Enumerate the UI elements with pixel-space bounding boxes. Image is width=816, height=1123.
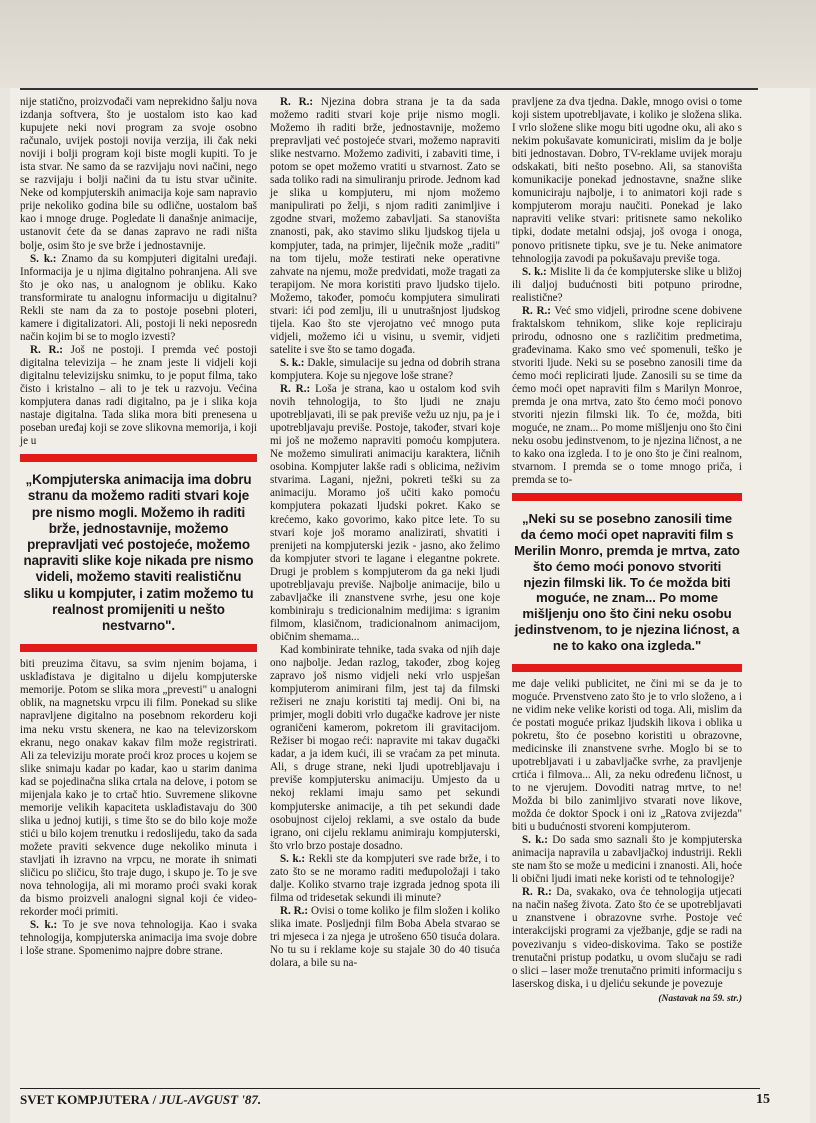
speaker-label: R. R.: (30, 343, 63, 356)
paragraph (20, 919, 257, 958)
paragraph (512, 834, 742, 886)
speaker-label: S. k.: (522, 834, 548, 847)
magazine-title: SVET KOMPJUTERA (20, 1092, 150, 1107)
paragraph-text: Da, svakako, ova će tehnologija utjecati na način našeg života. Zato što će se upotrebljavati u znanstvene i obrazovne svrhe. Postoje već interakcijski programi za vježbanje, gdje se radi na povezivanju s video-diskovima. Tako se postiže trenutačni pristup podatku, u ovom slučaju se radi o slici – laser može trenutačno primiti informaciju s laserskog diska, i u djeliću sekunde je povezuje (512, 886, 742, 990)
paragraph (270, 96, 500, 357)
pull-quote: „Neki su se posebno zanosili time da ćemo moći opet napraviti film s Merilin Monro, premda je mrtva, zato što ćemo moći ponovo stvoriti njezin filmski lik. To će možda biti moguće, ne znam... Po mome mišljenju ono što čini neku osobu jedinstvenom, to je njezina lićnost, a ne to kako ona izgleda." (514, 511, 740, 653)
paragraph-text: Loša je strana, kao u ostalom kod svih novih tehnologija, to što ljudi ne znaju upotrebljavati, ili se pak previše vežu uz nju, pa je i upotrebljavaju previše. Postoje, također, stvari koje mi još ne možemo napraviti pomoću kompjutera. Ne možemo simulirati animaciju karaktera, ličnih osobina. Kompjuter lakše radi s oblicima, neživim stvarima. Lagani, nježni, pokreti teški su za animaciju. Moramo još učiti kako pomoću kompjutera pokazati ljudski pokret. Kako se krećemo, kako govorimo, kako pitce lete. To su stvari koje još moramo analizirati, shvatiti i prenijeti na kompjuterski jezik - jasno, ako želimo da kompjuter stvori te lagane i elegantne pokrete. Drugi je problem s kompjuterom da ga neki ljudi upotrebljavaju previše. Najbolje animacije, bilo u zabavljačke ili znanstvene svrhe, jesu one koje kombiniraju s tredicionalnim medijima: s igranim filmom, klasičnom, tradicionalnom animacijom, običnim shemama... (270, 383, 500, 643)
paragraph-text: Još ne postoji. I premda već postoji digitalna televizija – he znam jeste li vidjeli koji digitalnu televizijsku snimku, to je poput filma, tako čisto i kristalno – ali to je tek u razvoju. Većina kompjutera danas radi digitalno, pa je i slika koja nastaje digitalna. Tada slika mora biti prenesena u poseban uređaj koji se zove slikovna memorija, i koji je u (20, 343, 257, 448)
red-bar (512, 664, 742, 672)
paragraph (512, 266, 742, 305)
pull-quote: „Kompjuterska animacija ima dobru stranu da možemo raditi stvari koje pre nismo mogli. Možemo ih raditi brže, jednostavnije, možemo prepravljati već postojeće, možemo napraviti slike koje nikada pre nismo videli, možemo staviti realističnu sliku u kompjuter, i zatim možemo tu realnost promijeniti u nešto nestvarno". (23, 472, 254, 634)
paragraph-text: Mislite li da će kompjuterske slike u bližoj ili daljoj budućnosti biti potpuno prirodne, realistične? (512, 265, 742, 304)
paragraph: pravljene za dva tjedna. Dakle, mnogo ovisi o tome koji sistem upotrebljavate, i koliko je složena slika. I vrlo složene slike mogu biti ugodne oku, ali ako s nekim pokušavate komunicirati, mislim da je bolje biti jednostavan. Dobro, TV-reklame uvijek moraju odskakati, biti nešto posebno. Ali, sa stanovišta komunikacije ponekad jednostavne, snažne slike komuniciraju najbolje, i to animatori koji rade s kompjuterom moraju naučiti. Ponekad je lako napraviti velike stvari: pritisnete samo nekoliko tipki, dodate metalni odsjaj, još ovoga i onoga, ponovo pritisnete tipku, sve je tu. Neke animatore tehnologija zavodi pa pokušavaju previše toga. (512, 96, 742, 265)
paragraph-text: Dakle, simulacije su jedna od dobrih strana kompjutera. Koje su njegove loše strane? (270, 356, 500, 382)
paragraph-text: Njezina dobra strana je ta da sada možemo raditi stvari koje prije nismo mogli. Možemo ih raditi brže, jednostavnije, možemo prepravljati već postojeće stvari, možemo napraviti slike nestvarno. Možemo zadiviti, i zabaviti time, i potom se opet možemo vratiti u stvarnost. Zato se sada toliko radi na simuliranju prirode. Jednom kad je slika u kompjuteru, mi njom možemo manipulirati po želji, s njom raditi zanimljive i zgodne stvari, možemo zabavljati. Sa stanovišta znanosti, pak, ako stavimo sliku ljudskog tijela u kompjuter, tada, na primjer, liječnik može „raditi" na tom tijelu, može testirati neke operativne zahvate na njemu, može predvidati, može tragati za terapijom. Ne mora koristiti pravo ljudsko tijelo. Možemo, također, pomoću kompjutera simulirati stvari: ići pod zemlju, ili u unutrašnjost ljudskog tijela. Kao što ste vjerojatno već mnogo puta vidjeli, možemo ići u visinu, u svemir, vidjeti satelite i sve što se tamo događa. (270, 96, 500, 356)
paragraph (270, 853, 500, 905)
paragraph-text: To je sve nova tehnologija. Kao i svaka tehnologija, kompjuterska animacija ima svoje dobre i loše strane. Spomenimo najpre dobre strane. (20, 919, 258, 958)
speaker-label: R. R.: (280, 96, 314, 108)
speaker-label: S. k.: (522, 265, 547, 278)
paragraph: biti preuzima čitavu, sa svim njenim bojama, i usklađistava je digitalno u dijelu kompjuterske memorije. Potom se slika mora „prevesti" u analogni oblik, na magnetsku vrpcu ili film. Ponekad su slike napravljene digitalno na posebnom rekorderu koji ima neku vrstu skenera, ne kao na televizorskom ekranu, nego onakav kakav film može registrirati. Ali za televiziju morate proći kroz proces u kojem se slike snimaju kadar po kadar, kao u starim danima kad se pojedinačna slika crtala na delove, i potom se mijenjala kako je to crtač htio. Suvremene slikovne memorije velikih kapaciteta usklađistavaju do 300 slika u jednoj kutiji, s time što se do bilo koje može stići u bilo kojem trenutku i redoslijedu, tako da sada možete praviti sekvence duge nekoliko minuta i stavljati ih izravno na vrpcu, ne morate ih snimati sličicu po sličicu, što traje dugo, i skupo je. To je sve nova tehnologija, ali mi moramo proći svaki korak da bismo proizveli analogni signal koji će video-rekorder moći primiti. (20, 658, 257, 919)
paragraph (20, 344, 257, 448)
paragraph (512, 886, 742, 990)
speaker-label: R. R.: (280, 904, 309, 917)
paragraph (512, 305, 742, 488)
speaker-label: R. R.: (522, 304, 551, 317)
paragraph: nije statično, proizvođači vam neprekidno šalju nova izdanja softvera, što je uostalom isto kao kad kupujete neki novi program za svoje osobno računalo, uvijek postoji novija verzija, ili čak neki noviji i bolji program koji biste mogli kupiti. To je ista stvar. Ne samo da se razvijaju novi načini, nego se razvijaju i bolji načini da tu istu stvar učinite. Neke od kompjuterskih animacija koje sam napravio prije nekoliko godina bile su odlične, uostalom baš kao i mnoge druge. Pogledate li današnje animacije, ustanovit ćete da se danas zapravo ne radi ništa bolje, osim što je sve brže i jednostavnije. (20, 96, 257, 252)
column-3 (512, 96, 742, 1006)
footer-separator: / (152, 1092, 157, 1107)
paragraph: Kad kombinirate tehnike, tada svaka od njih daje ono najbolje. Jedan razlog, također, zbog kojeg zapravo još nismo vidjeli neki vrlo uspješan kompjuterom animirani film, jest taj da filmski režiseri ne znaju koristiti taj medij. Oni bi, na primjer, mogli dobiti vrlo dugačke kadrove jer niste ograničeni kamerom, pokretom ili gravitacijom. Režiser bi mogao reći: napravite mi takav dugački kadar, a ja idem kući, ili se vraćam za pet minuta. Ali, s druge strane, neki ljudi upotrebljavaju i previše kompjutersku animaciju. Umjesto da u nekoj reklami imaju samo pet sekundi kompjuterske animacije, a tih pet sekundi dade osobujnost cijeloj reklami, a sve ostalo da bude igrano, oni cijelu reklamu animiraju kompjuterski, što vrlo brzo postaje dosadno. (270, 643, 500, 852)
column-2 (270, 96, 500, 970)
speaker-label: S. k.: (280, 852, 306, 865)
red-bar (20, 454, 257, 462)
red-bar (20, 644, 257, 652)
paragraph-text: Znamo da su kompjuteri digitalni uređaji. Informacija je u njima digitalno pohranjena. Ali sve što je oko nas, u analognom je obliku. Kako transformirate tu analognu informaciju u digitalnu? Rekli ste nam da za to postoje posebni ploteri, kamere i digitalizatori. Ali, postoji li neki neposredn način kojim bi se to moglo izvesti? (20, 252, 257, 343)
speaker-label: S. k.: (30, 919, 58, 932)
speaker-label: R. R.: (280, 383, 311, 396)
red-bar (512, 493, 742, 501)
column-1 (20, 96, 257, 958)
paragraph-text: Do sada smo saznali što je kompjuterska animacija napravila u zabavljačkoj industriji. Rekli ste nam što se može u medicini i znanosti. Ali, hoće li obični ljudi imati neke koristi od te tehnologije? (512, 834, 742, 886)
paragraph-text: Već smo vidjeli, prirodne scene dobivene fraktalskom tehnikom, slike koje repliciraju prirodu, odnosno one s različitim predmetima, građevinama. Kako smo već spomenuli, teško je stvoriti ljude. Neki su se posebno zanosili time da ćemo moći replicirati ljude. Zanosili su se time da ćemo moći opet napraviti film s Marilyn Monroe, premda je ona mrtva, zato što ćemo moći ponovo stvoriti njezin filmski lik. To će, možda, biti moguće, ne znam... Po mome mišljenju ono što čini neku osobu jedinstvenom, to je njezina ličnost, a ne to kako ona izgleda. I to je ono što je čini realnom, stvarnom. I premda se o tome mnogo priča, i premda se to- (512, 304, 742, 487)
continuation-note: (Nastavak na 59. str.) (658, 993, 742, 1004)
speaker-label: S. k.: (280, 356, 305, 369)
paragraph (270, 357, 500, 383)
paragraph-text: Ovisi o tome koliko je film složen i koliko slika imate. Posljednji film Boba Abela stvarao se tri mjeseca i za njega je utrošeno 650 tisuća dolara. No tu su i reklame koje su stajale 30 do 40 tisuća dolara, a bile su na- (270, 904, 500, 970)
page-footer (20, 1088, 770, 1108)
previous-page-bleed (0, 0, 816, 88)
issue-date: JUL-AVGUST '87. (159, 1092, 262, 1107)
paragraph (270, 905, 500, 970)
paragraph-text: Rekli ste da kompjuteri sve rade brže, i to zato što se ne moramo raditi međupoložaji i tako dalje. Koliko stvarno traje izgrada jednog spota ili filma od tridesetak sekundi ili minute? (270, 852, 500, 904)
paragraph (20, 253, 257, 344)
speaker-label: R. R.: (522, 886, 552, 899)
paragraph (270, 383, 500, 644)
speaker-label: S. k.: (30, 252, 57, 265)
page-number: 15 (756, 1092, 770, 1107)
top-rule (20, 88, 758, 90)
paragraph: me daje veliki publicitet, ne čini mi se da je to moguće. Prvenstveno zato što je to vrlo složeno, a i ne vidim neke velike koristi od toga. Ali, mislim da će postati moguće prikaz ljudskih likova i oblika u pokretu, što će posebno koristiti u obrazovne, medicinske ili znanstvene svrhe. Moglo bi se to upotrebljavati i u zabavljačke svrhe, za pravljenje crtića i filmova... Ali, za neku određenu ličnost, u to ne vjerujem. Dovoditi natrag mrtve, to ne! Možda bi bilo zanimljivo stvarati nove likove, možda će doktor Spock i oni iz „Ratova zvijezda" biti u budućnosti stvoreni kompjuterom. (512, 677, 742, 834)
